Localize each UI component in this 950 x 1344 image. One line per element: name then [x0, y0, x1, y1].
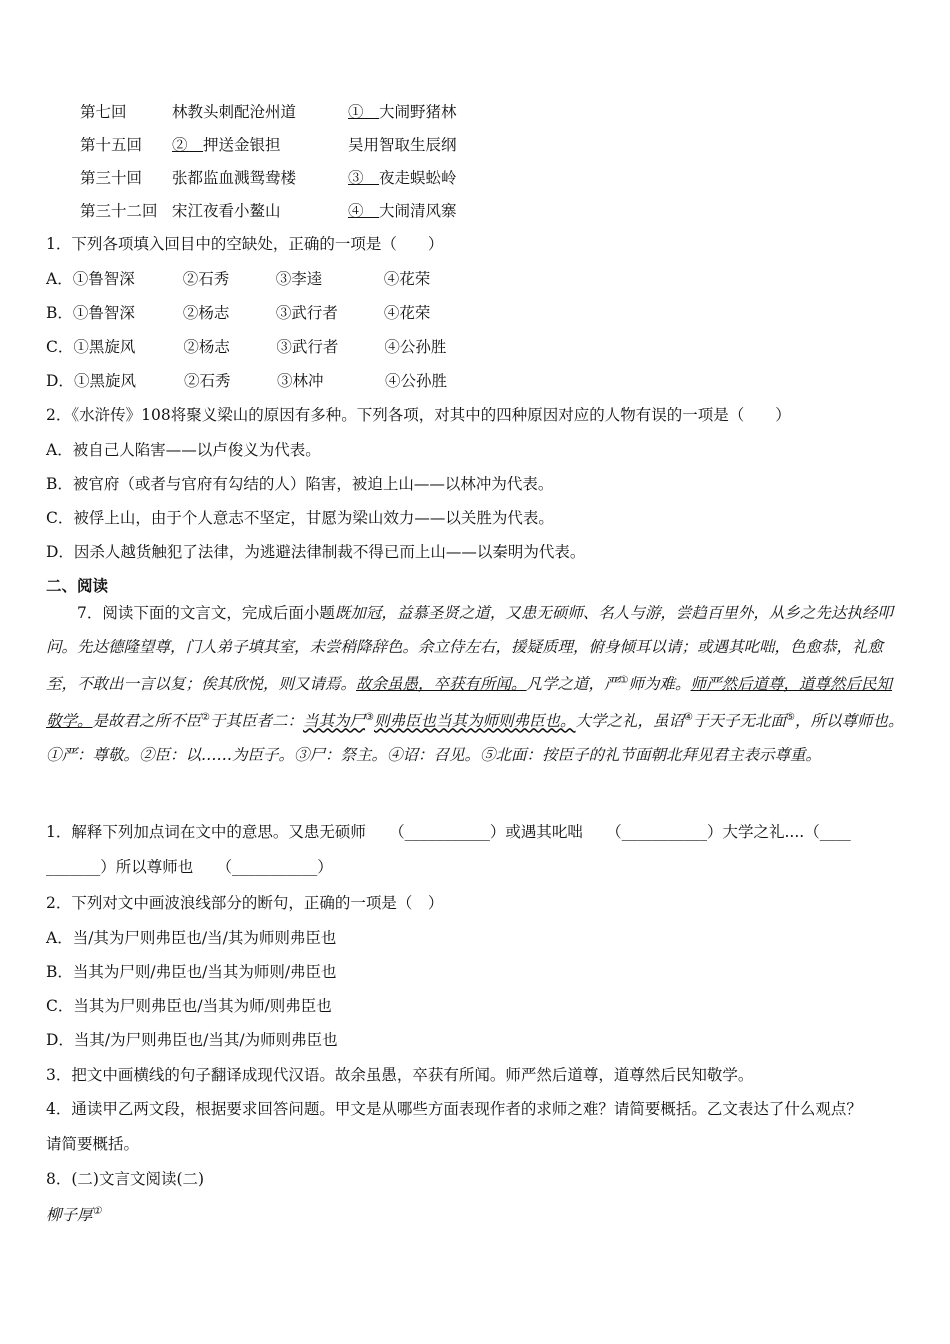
subquestion-2-option-b: B．当其为尸则/弗臣也/当其为师则/弗臣也: [46, 963, 337, 981]
footnote-mark: ①: [92, 1206, 102, 1217]
question-2-stem: 2．《水浒传》108将聚义梁山的原因有多种。下列各项，对其中的四种原因对应的人物有误的一项是（ ）: [46, 406, 791, 424]
toc-chapter: 第三十二回: [80, 202, 158, 220]
toc-chapter: 第三十回: [80, 169, 143, 187]
subquestion-2-stem: 2．下列对文中画波浪线部分的断句，正确的一项是（ ）: [46, 894, 444, 912]
passage-intro: 7．阅读下面的文言文，完成后面小题: [77, 604, 335, 622]
question-1-option-b: [46, 303, 430, 323]
subquestion-1-line-2: _______）所以尊师也 （___________）: [46, 858, 333, 876]
answer-blank[interactable]: ___________: [404, 823, 490, 841]
option-label: A．: [46, 270, 73, 288]
question-2-option-c: C．被俘上山，由于个人意志不坚定，甘愿为梁山效力——以关胜为代表。: [46, 509, 554, 527]
passage-text: 于其臣者二：: [210, 712, 304, 731]
question-2-option-a: A．被自己人陷害——以卢俊义为代表。: [46, 441, 321, 459]
passage-text: ，所以尊师也。①严：尊敬。②臣：以……为臣子。③尸：祭主。④诏：召见。⑤北面：按臣子的礼节面朝北拜见君主表示尊重。: [46, 712, 904, 765]
footnote-mark: ③: [365, 712, 374, 724]
passage-text: 既加冠，益慕圣贤之道，又患无硕师、名人与游，尝趋百里外，从乡之先达执经叩问。先达德隆望尊，门人弟子填其室，未尝稍降辞色。余立侍左右，援疑质理，俯身倾耳以请；或遇其叱咄，色愈恭，礼愈至，不敢出一言以复；俟其欣悦，则又请焉。: [46, 604, 893, 694]
option-item: ①鲁智深: [72, 304, 135, 322]
question-1-stem: 1．下列各项填入回目中的空缺处，正确的一项是（ ）: [46, 235, 444, 253]
footnote-mark: ①: [619, 675, 629, 686]
option-item: ③武行者: [275, 304, 338, 322]
toc-title-2: 吴用智取生辰纲: [348, 136, 457, 154]
option-item: ③武行者: [276, 338, 339, 356]
toc-chapter: 第十五回: [80, 136, 143, 154]
passage-text: 师为难。: [628, 675, 691, 694]
subquestion-2-option-c: C．当其为尸则弗臣也/当其为师/则弗臣也: [46, 997, 332, 1015]
question-1-option-d: [46, 371, 447, 391]
toc-title-2: 大闹野猪林: [379, 103, 457, 121]
subquestion-text: 或遇其叱咄: [505, 823, 583, 841]
toc-title-2: 大闹清风寨: [379, 202, 457, 220]
option-item: ④公孙胜: [384, 372, 447, 390]
toc-blank-title: [348, 168, 457, 188]
toc-blank: ③: [348, 169, 364, 187]
subquestion-2-option-a: A．当/其为尸则弗臣也/当/其为师则弗臣也: [46, 929, 337, 947]
toc-title: 张都监血溅鸳鸯楼: [172, 169, 297, 187]
footnote-mark: ⑤: [786, 712, 795, 724]
toc-blank: ①: [348, 103, 364, 121]
option-item: ①黑旋风: [73, 372, 136, 390]
passage-text: 凡学之道，严: [526, 675, 620, 694]
toc-chapter: 第七回: [80, 103, 127, 121]
emphasis-dots: ....: [784, 823, 805, 841]
option-item: ④花荣: [383, 270, 431, 288]
option-item: ③林冲: [276, 372, 324, 390]
toc-blank-title: [172, 135, 281, 155]
option-label: B．: [46, 304, 73, 322]
subquestion-text: 所以尊师也: [115, 858, 194, 876]
option-item: ②石秀: [183, 372, 231, 390]
underlined-sentence: 师严然后道尊，道尊然后民知敬学。: [46, 675, 893, 731]
option-item: ②石秀: [182, 270, 230, 288]
toc-title: 林教头刺配沧州道: [172, 103, 297, 121]
toc-blank-title: [348, 201, 457, 221]
subquestion-text: 大学之礼: [722, 823, 785, 841]
question-1-option-a: [46, 269, 430, 289]
footnote-mark: ②: [201, 712, 210, 724]
subquestion-1-line-1: 1．解释下列加点词在文中的意思。又患无硕师 （___________）或遇其叱咄 （___________）大学之礼....（____: [46, 823, 851, 841]
subquestion-4-line-1: 4．通读甲乙两文段，根据要求回答问题。甲文是从哪些方面表现作者的求师之难？请简要概括。乙文表达了什么观点？: [46, 1100, 862, 1118]
answer-blank[interactable]: ___________: [621, 823, 707, 841]
passage-text: 是故君之所不臣: [92, 712, 202, 731]
toc-title: 宋江夜看小鳌山: [172, 202, 281, 220]
question-1-option-c: [46, 337, 446, 357]
subquestion-3: 3．把文中画横线的句子翻译成现代汉语。故余虽愚，卒获有所闻。师严然后道尊，道尊然后民知敬学。: [46, 1066, 754, 1084]
option-item: ②杨志: [183, 338, 230, 356]
question-8-title: [46, 1202, 101, 1225]
toc-blank: ②: [172, 136, 188, 154]
question-2-option-d: D．因杀人越货触犯了法律，为逃避法律制裁不得已而上山——以秦明为代表。: [46, 543, 586, 561]
passage-text: 于天子无北面: [693, 712, 787, 731]
question-8-heading: 8．(二)文言文阅读(二): [46, 1170, 205, 1188]
section-heading: 二、阅读: [46, 576, 109, 595]
footnote-mark: ④: [684, 712, 693, 724]
option-item: ④公孙胜: [384, 338, 447, 356]
subquestion-2-option-d: D．当其/为尸则弗臣也/当其/为师则弗臣也: [46, 1031, 338, 1049]
option-item: ①鲁智深: [72, 270, 135, 288]
toc-blank-title: [348, 102, 457, 122]
wavy-sentence: 当其为尸: [303, 712, 366, 731]
passage-text: 大学之礼，虽诏: [575, 712, 685, 731]
classical-passage: [46, 596, 906, 772]
option-item: ②杨志: [182, 304, 230, 322]
option-label: C．: [46, 338, 74, 356]
subquestion-text: 1．解释下列加点词在文中的意思。又患无硕师: [46, 823, 366, 841]
toc-title-2: 夜走蜈蚣岭: [379, 169, 457, 187]
underlined-sentence: 故余虽愚，卒获有所闻。: [356, 675, 527, 694]
option-item: ④花荣: [383, 304, 431, 322]
toc-title: 押送金银担: [203, 136, 281, 154]
option-item: ③李逵: [275, 270, 323, 288]
question-2-option-b: B．被官府（或者与官府有勾结的人）陷害，被迫上山——以林冲为代表。: [46, 475, 554, 493]
toc-blank: ④: [348, 202, 364, 220]
title-text: 柳子厚: [46, 1206, 93, 1225]
option-item: ①黑旋风: [73, 338, 136, 356]
subquestion-4-line-2: 请简要概括。: [46, 1135, 140, 1153]
answer-blank[interactable]: ___________: [232, 858, 318, 876]
option-label: D．: [46, 372, 74, 390]
wavy-sentence: 则弗臣也当其为师则弗臣也。: [374, 712, 576, 731]
